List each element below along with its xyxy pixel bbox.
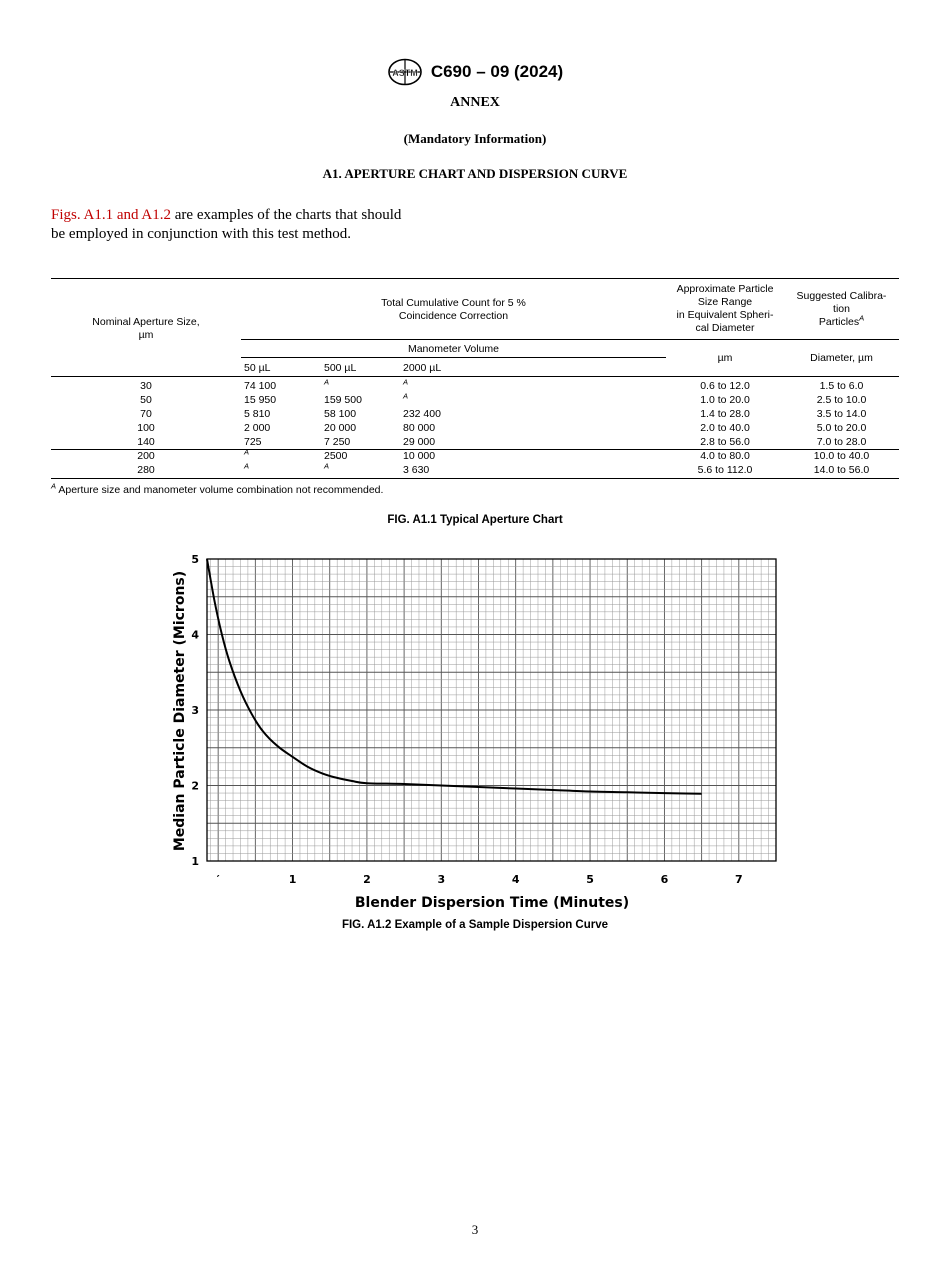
cell-v50: 725 [244, 436, 262, 448]
annex-title: ANNEX [450, 95, 500, 110]
header-manometer: Manometer Volume [407, 343, 500, 355]
cell-range: 0.6 to 12.0 [700, 380, 750, 392]
cell-v2000: 29 000 [403, 436, 436, 448]
x-tick-label: 3 [437, 873, 446, 886]
cell-calib: 14.0 to 56.0 [813, 464, 870, 476]
figure-link[interactable]: Figs. A1.1 and A1.2 [51, 207, 172, 223]
figure-a1-2-caption: FIG. A1.2 Example of a Sample Dispersion Curve [341, 919, 609, 931]
figure-a1-1-caption: FIG. A1.1 Typical Aperture Chart [387, 514, 563, 526]
cell-v50: A [244, 447, 250, 457]
header-count: Total Cumulative Count for 5 % Coincidence Correction [381, 297, 526, 322]
group-divider-rule [51, 449, 899, 450]
table-bottom-rule [51, 478, 899, 479]
cell-calib: 7.0 to 28.0 [816, 436, 867, 448]
cell-calib: 2.5 to 10.0 [816, 394, 867, 406]
cell-v2000: A [403, 377, 409, 387]
cell-range: 1.0 to 20.0 [700, 394, 750, 406]
cell-range: 4.0 to 80.0 [700, 450, 750, 462]
cell-calib: 1.5 to 6.0 [819, 380, 864, 392]
cell-range: 2.0 to 40.0 [700, 422, 750, 434]
cell-size: 140 [137, 436, 155, 448]
cell-size: 280 [137, 464, 155, 476]
cell-size: 200 [137, 450, 155, 462]
cell-size: 70 [140, 408, 152, 420]
chart-ticks [191, 553, 742, 886]
header-aperture: Nominal Aperture Size, µm [92, 316, 200, 341]
cell-size: 30 [140, 380, 152, 392]
header-vol-2000: 2000 µL [403, 362, 442, 374]
cell-v2000: 232 400 [403, 408, 441, 420]
manometer-rule [241, 357, 666, 358]
astm-logo [387, 58, 423, 86]
page-header [0, 58, 950, 86]
cell-size: 100 [137, 422, 155, 434]
annex-subtitle: (Mandatory Information) [403, 131, 547, 146]
cell-v500: 7 250 [324, 436, 351, 448]
cell-v500: 2500 [324, 450, 348, 462]
cell-size: 50 [140, 394, 152, 406]
header-range-unit: µm [717, 352, 733, 364]
y-tick-label: 4 [191, 628, 199, 642]
y-axis-label: Median Particle Diameter (Microns) [172, 570, 188, 852]
cell-v50: 74 100 [244, 380, 277, 392]
x-tick-label: ′ [216, 873, 220, 886]
x-tick-label: 5 [586, 873, 594, 886]
header-range: Approximate Particle Size Range in Equivalent Spheri- cal Diameter [676, 283, 774, 334]
x-tick-label: 4 [511, 873, 520, 886]
y-tick-label: 5 [191, 553, 199, 566]
intro-line2: be employed in conjunction with this test method. [51, 226, 351, 242]
y-tick-label: 3 [191, 704, 199, 717]
cell-calib: 5.0 to 20.0 [816, 422, 867, 434]
y-tick-label: 1 [191, 855, 199, 868]
x-tick-label: 2 [363, 873, 371, 886]
svg-text:ASTM: ASTM [392, 68, 418, 78]
x-tick-label: 7 [734, 873, 743, 886]
header-vol-50: 50 µL [244, 362, 271, 374]
header-bottom-rule [51, 376, 899, 377]
cell-v500: A [324, 377, 330, 387]
table-footnote: $^A$ Aperture size and manometer volume combination not recommended. [51, 481, 384, 496]
intro-paragraph [51, 206, 471, 244]
header-mid-rule [241, 339, 899, 340]
cell-v2000: 3 630 [403, 464, 430, 476]
intro-line1: are examples of the charts that should [171, 207, 402, 223]
x-axis-label: Blender Dispersion Time (Minutes) [354, 895, 630, 911]
cell-v2000: 80 000 [403, 422, 436, 434]
cell-v2000: A [403, 391, 409, 401]
cell-v500: 20 000 [324, 422, 357, 434]
cell-v50: 15 950 [244, 394, 277, 406]
header-vol-500: 500 µL [324, 362, 357, 374]
chart-grid [207, 559, 776, 861]
cell-v500: A [324, 461, 330, 471]
x-tick-label: 6 [660, 873, 669, 886]
designation: C690 – 09 (2024) [430, 62, 564, 81]
cell-v50: 2 000 [244, 422, 271, 434]
cell-calib: 10.0 to 40.0 [813, 450, 870, 462]
cell-calib: 3.5 to 14.0 [816, 408, 867, 420]
page-number: 3 [471, 1222, 479, 1237]
cell-range: 1.4 to 28.0 [700, 408, 750, 420]
y-tick-label: 2 [191, 779, 199, 793]
section-title: A1. APERTURE CHART AND DISPERSION CURVE [322, 166, 628, 181]
header-calib-unit: Diameter, µm [810, 352, 873, 364]
cell-range: 2.8 to 56.0 [700, 436, 750, 448]
dispersion-chart [160, 545, 800, 915]
cell-v50: 5 810 [244, 408, 271, 420]
cell-v50: A [244, 461, 250, 471]
cell-v500: 159 500 [324, 394, 362, 406]
cell-range: 5.6 to 112.0 [697, 464, 753, 476]
x-tick-label: 1 [288, 873, 297, 886]
cell-v2000: 10 000 [403, 450, 436, 462]
cell-v500: 58 100 [324, 408, 357, 420]
table-top-rule [51, 278, 899, 279]
header-calibration: Suggested Calibra- tion Particles$^A$ [796, 290, 887, 328]
